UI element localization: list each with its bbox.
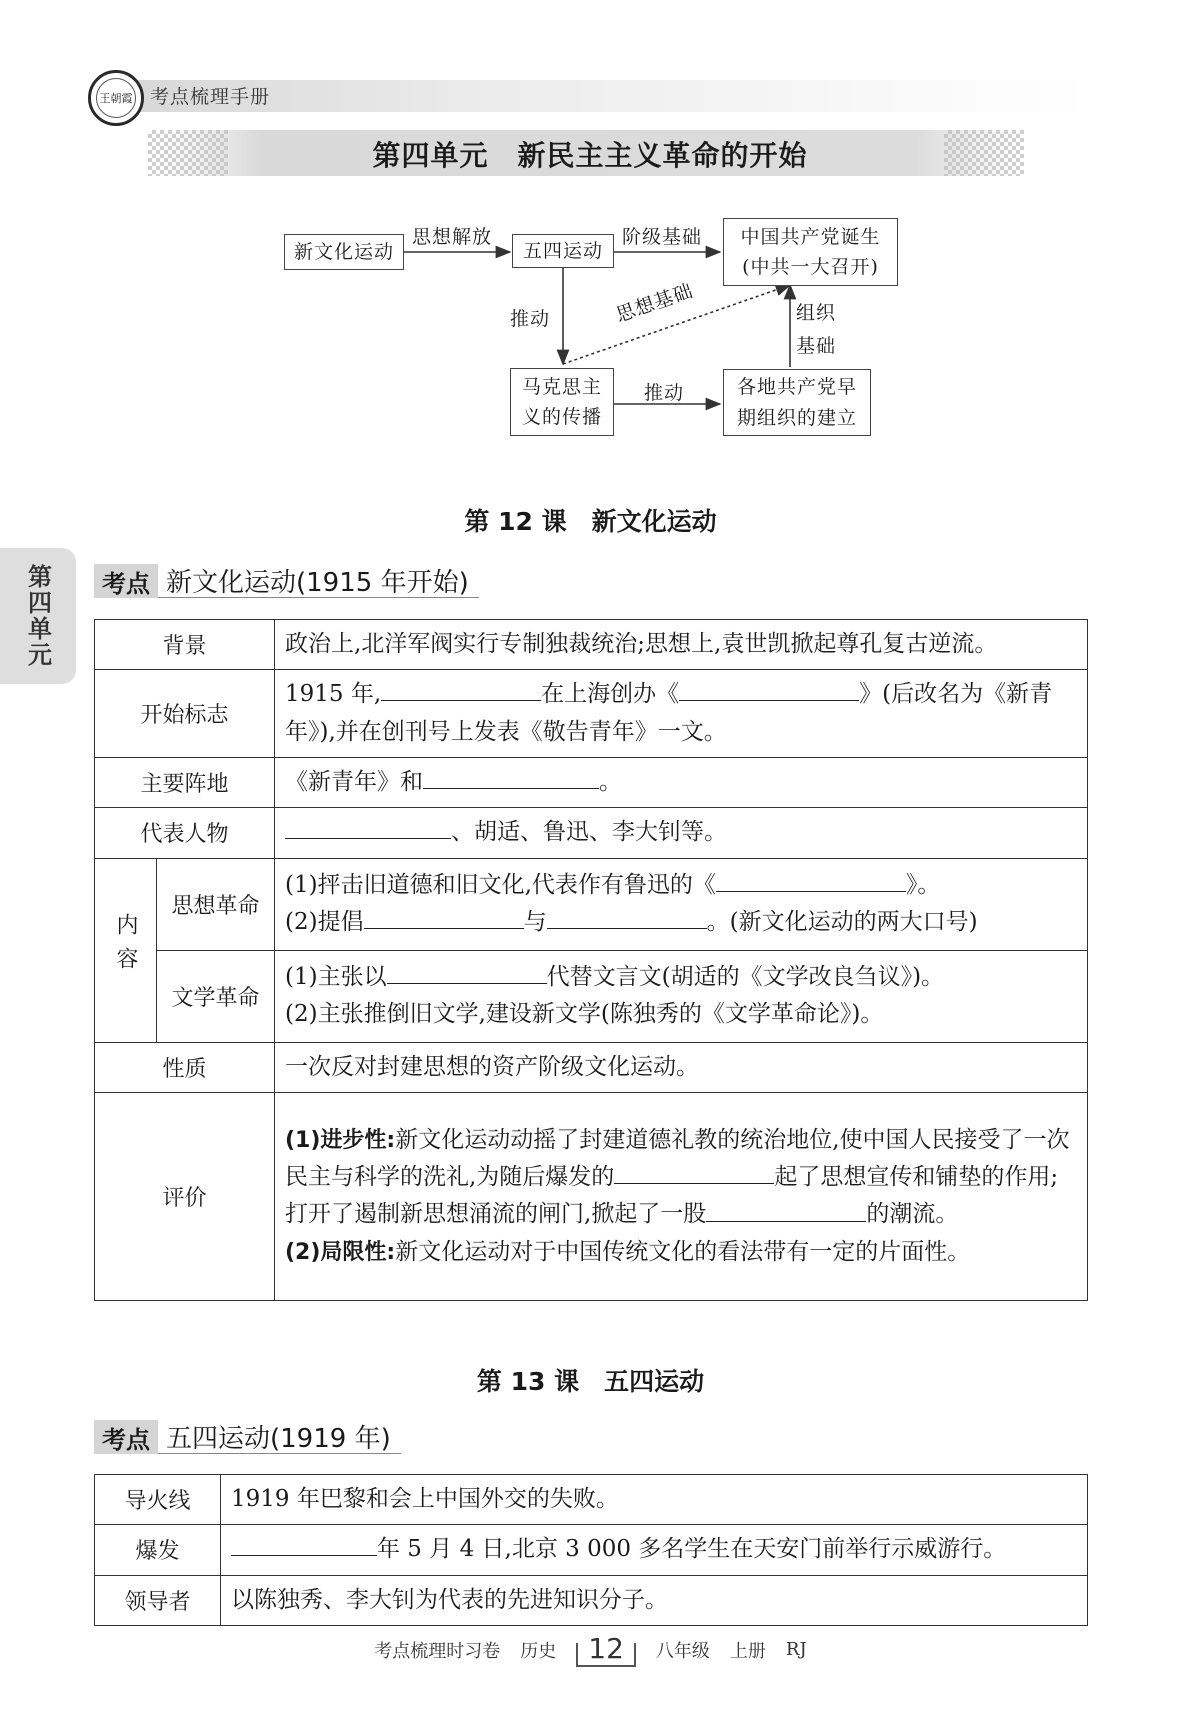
row-start-sign bbox=[95, 670, 1088, 758]
thought-text-1a: (1)抨击旧道德和旧文化,代表作有鲁迅的《 bbox=[285, 871, 716, 898]
blank-magazine[interactable] bbox=[679, 676, 859, 701]
val-main-base bbox=[275, 757, 1088, 807]
people-text: 、胡适、鲁迅、李大钊等。 bbox=[451, 819, 727, 846]
eval-progressive bbox=[285, 1122, 1077, 1234]
val-start-sign bbox=[275, 670, 1088, 758]
outbreak-text: 年 5 月 4 日,北京 3 000 多名学生在天安门前举行示威游行。 bbox=[377, 1536, 1007, 1563]
header-title: 考点梳理手册 bbox=[150, 86, 271, 108]
footer-series: 考点梳理时习卷 bbox=[374, 1640, 501, 1662]
box-local-line2: 期组织的建立 bbox=[736, 406, 857, 429]
label-class-foundation: 阶级基础 bbox=[622, 226, 703, 248]
key-start-sign: 开始标志 bbox=[95, 670, 275, 758]
lit-text-1a: (1)主张以 bbox=[285, 963, 387, 990]
box-cpc-founding bbox=[723, 218, 898, 286]
base-text-1: 《新青年》和 bbox=[285, 769, 423, 796]
eval-limitation bbox=[285, 1234, 1077, 1271]
thought-text-2b: 与 bbox=[523, 909, 547, 936]
blank-vernacular[interactable] bbox=[387, 959, 547, 984]
page-footer bbox=[0, 1632, 1181, 1667]
box-marx-line1: 马克思主 bbox=[521, 375, 602, 398]
box-local-party-groups bbox=[723, 369, 871, 436]
key-nature: 性质 bbox=[95, 1042, 275, 1092]
key-literary-revolution: 文学革命 bbox=[157, 950, 275, 1042]
thought-text-1b: 》。 bbox=[905, 871, 941, 898]
row-evaluation bbox=[95, 1092, 1088, 1300]
blank-lu-xun-work[interactable] bbox=[716, 867, 906, 892]
page-number: 12 bbox=[576, 1632, 636, 1667]
start-text-1: 1915 年, bbox=[285, 681, 382, 708]
key-main-base: 主要阵地 bbox=[95, 757, 275, 807]
blank-representative[interactable] bbox=[285, 814, 451, 839]
val-thought-revolution bbox=[275, 858, 1088, 950]
key-representatives: 代表人物 bbox=[95, 808, 275, 858]
row-background bbox=[95, 620, 1088, 670]
lesson-13-kaodian bbox=[94, 1420, 401, 1454]
lit-text-1b: 代替文言文(胡适的《文学改良刍议》)。 bbox=[546, 963, 945, 990]
val-fuse: 1919 年巴黎和会上中国外交的失败。 bbox=[221, 1475, 1088, 1525]
label-ideological-foundation: 思想基础 bbox=[613, 279, 697, 327]
blank-movement[interactable] bbox=[614, 1159, 774, 1184]
val-representatives bbox=[275, 808, 1088, 858]
row-representatives bbox=[95, 808, 1088, 858]
key-fuse: 导火线 bbox=[95, 1475, 221, 1525]
blank-founder[interactable] bbox=[381, 676, 541, 701]
lit-line-1 bbox=[285, 959, 1077, 996]
label-ideological-liberation: 思想解放 bbox=[412, 226, 493, 248]
box-marx-line2: 义的传播 bbox=[521, 406, 602, 428]
table-may-fourth-movement bbox=[94, 1474, 1088, 1626]
blank-year[interactable] bbox=[231, 1531, 377, 1556]
eval-text-1a: 新文化运动动摇了封建道德礼教的统治地位,使中国人民接受了一次民主与科学的洗礼,为随后爆发的 bbox=[285, 1126, 1070, 1191]
lesson-12-kaodian bbox=[94, 564, 479, 598]
box-marxism-spread bbox=[510, 368, 614, 436]
val-nature: 一次反对封建思想的资产阶级文化运动。 bbox=[275, 1042, 1088, 1092]
val-literary-revolution bbox=[275, 950, 1088, 1042]
footer-subject: 历史 bbox=[520, 1640, 557, 1662]
key-thought-revolution: 思想革命 bbox=[157, 858, 275, 950]
eval-text-1b: 起了思想宣传和铺垫的作用;打开了遏制新思想涌流的闸门,掀起了一股 bbox=[285, 1164, 1059, 1228]
table-new-culture-movement bbox=[94, 619, 1088, 1301]
row-fuse bbox=[95, 1475, 1088, 1525]
footer-edition: RJ bbox=[785, 1639, 807, 1660]
key-outbreak: 爆发 bbox=[95, 1525, 221, 1575]
box-cpc-line1: 中国共产党诞生 bbox=[740, 225, 881, 248]
kaodian-tag: 考点 bbox=[94, 564, 158, 598]
eval-limitation-label: (2)局限性: bbox=[285, 1239, 396, 1265]
logo-text: 王朝霞 bbox=[96, 78, 136, 118]
key-evaluation: 评价 bbox=[95, 1092, 275, 1300]
blank-university[interactable] bbox=[423, 764, 599, 789]
base-text-2: 。 bbox=[599, 769, 622, 796]
thought-line-2 bbox=[285, 904, 1077, 941]
label-organization: 组织 bbox=[796, 302, 837, 324]
label-promote-1: 推动 bbox=[510, 308, 551, 330]
eval-text-2: 新文化运动对于中国传统文化的看法带有一定的片面性。 bbox=[395, 1238, 971, 1265]
box-local-line1: 各地共产党早 bbox=[736, 376, 857, 399]
flow-diagram bbox=[0, 0, 1181, 470]
lit-line-2: (2)主张推倒旧文学,建设新文学(陈独秀的《文学革命论》)。 bbox=[285, 1001, 884, 1028]
blank-trend[interactable] bbox=[706, 1196, 866, 1221]
kaodian-tag: 考点 bbox=[94, 1420, 158, 1454]
kaodian-name: 五四运动(1919 年) bbox=[158, 1420, 401, 1454]
kaodian-name: 新文化运动(1915 年开始) bbox=[158, 564, 479, 598]
box-may-fourth: 五四运动 bbox=[512, 234, 614, 268]
key-background: 背景 bbox=[95, 620, 275, 670]
row-leaders bbox=[95, 1575, 1088, 1625]
unit-title: 第四单元 新民主主义革命的开始 bbox=[372, 139, 808, 172]
eval-progressive-label: (1)进步性: bbox=[285, 1127, 396, 1153]
row-nature bbox=[95, 1042, 1088, 1092]
blank-slogan-2[interactable] bbox=[547, 904, 707, 929]
key-leaders: 领导者 bbox=[95, 1575, 221, 1625]
row-main-base bbox=[95, 757, 1088, 807]
row-thought-revolution bbox=[95, 858, 1088, 950]
thought-text-2c: 。(新文化运动的两大口号) bbox=[706, 909, 978, 936]
eval-text-1c: 的潮流。 bbox=[866, 1201, 959, 1228]
start-text-3: 》(后改名为《新青年》),并在创刊号上发表《敬告青年》一文。 bbox=[285, 681, 1053, 745]
box-new-culture-movement: 新文化运动 bbox=[284, 234, 404, 270]
side-tab-unit bbox=[0, 548, 76, 684]
box-cpc-line2: (中共一大召开) bbox=[742, 256, 879, 278]
row-outbreak bbox=[95, 1525, 1088, 1575]
blank-slogan-1[interactable] bbox=[364, 904, 524, 929]
footer-volume: 上册 bbox=[729, 1640, 766, 1662]
label-promote-2: 推动 bbox=[644, 382, 685, 404]
row-literary-revolution bbox=[95, 950, 1088, 1042]
side-tab-label: 第四单元 bbox=[23, 564, 53, 668]
thought-text-2a: (2)提倡 bbox=[285, 909, 364, 936]
lesson-12-title: 第 12 课 新文化运动 bbox=[464, 507, 717, 536]
label-foundation: 基础 bbox=[796, 335, 837, 357]
val-evaluation bbox=[275, 1092, 1088, 1300]
footer-grade: 八年级 bbox=[655, 1640, 710, 1662]
content-label: 内容 bbox=[113, 913, 138, 982]
val-background: 政治上,北洋军阀实行专制独裁统治;思想上,袁世凯掀起尊孔复古逆流。 bbox=[275, 620, 1088, 670]
val-outbreak bbox=[221, 1525, 1088, 1575]
val-leaders: 以陈独秀、李大钊为代表的先进知识分子。 bbox=[221, 1575, 1088, 1625]
thought-line-1 bbox=[285, 867, 1077, 904]
key-content bbox=[95, 858, 157, 1042]
start-text-2: 在上海创办《 bbox=[541, 681, 680, 708]
lesson-13-title: 第 13 课 五四运动 bbox=[476, 1367, 705, 1396]
